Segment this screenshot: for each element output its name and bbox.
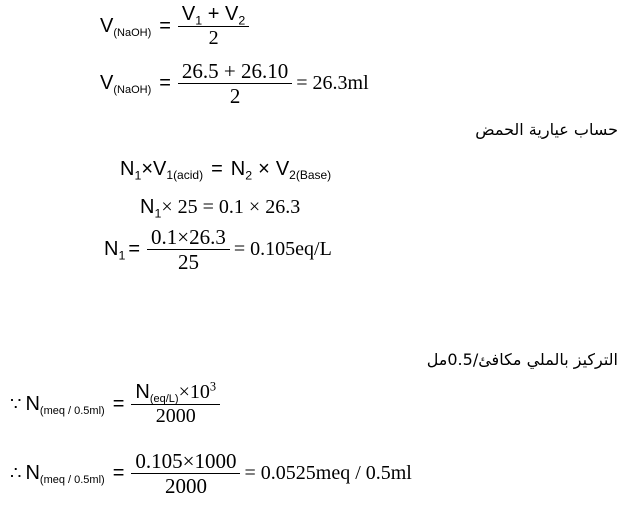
fraction-numerator: 0.1×26.3 [147, 226, 230, 250]
naoh-subscript: (NaOH) [113, 83, 152, 96]
n1-symbol: $N_1$ [140, 196, 162, 221]
equation-v-naoh-value [100, 60, 369, 107]
equals-sign: = [159, 15, 171, 37]
equation-n1-result [104, 226, 332, 273]
fraction-denominator: 25 [177, 250, 199, 275]
equation-dilution-law [120, 158, 331, 181]
fraction-denominator: 2000 [155, 405, 196, 427]
n1-symbol: $N_1$ [104, 238, 126, 263]
heading-meq-concentration: التركيز بالملي مكافئ/0.5مل [426, 350, 618, 369]
because-symbol: ∵ [10, 394, 22, 414]
v2-symbol: $V_{2(Base)}$ [275, 158, 332, 183]
result-normality: = 0.105eq/L [233, 238, 332, 261]
n2-symbol: $N_2$ [230, 158, 253, 183]
equation-substitution [140, 196, 300, 219]
n1-symbol: $N_1$ [120, 158, 142, 183]
result-meq: = 0.0525meq / 0.5ml [244, 462, 412, 485]
fraction-numerator: 0.105×1000 [131, 450, 240, 474]
equation-meq-formula [10, 379, 224, 427]
v1-symbol: $V_{1(acid)}$ [153, 158, 204, 183]
fraction-n1 [147, 226, 230, 273]
equals-sign: = [112, 393, 125, 415]
n-meq-symbol: $N_{(meq / 0.5ml)}$ [25, 462, 105, 486]
therefore-symbol: ∴ [10, 463, 22, 484]
fraction-denominator: 2 [208, 27, 219, 49]
equals-sign: = [211, 158, 223, 180]
result-volume: = 26.3ml [296, 72, 369, 95]
naoh-subscript: (NaOH) [113, 26, 152, 39]
fraction-v1-plus-v2-over-2 [178, 4, 249, 49]
fraction-sum-over-2 [178, 60, 292, 107]
substitution-values: × 25 = 0.1 × 26.3 [161, 196, 301, 218]
fraction-numerator: 26.5 + 26.10 [178, 60, 292, 84]
equation-meq-result [10, 450, 412, 497]
fraction-numerator: $V_1 + V_2$ [178, 4, 249, 27]
equals-sign: = [112, 462, 125, 485]
n-meq-symbol: $N_{(meq / 0.5ml)}$ [25, 393, 105, 417]
fraction-numerator: $N_{(eq/L)}\times 10^3$ [131, 382, 220, 405]
fraction-denominator: 2 [229, 84, 241, 109]
equals-sign: = [128, 238, 141, 261]
fraction-meq [131, 379, 220, 427]
v-naoh-symbol: $V_{(NaOH)}$ [100, 72, 152, 96]
fraction-meq-value [131, 450, 240, 497]
heading-acid-normality: حساب عيارية الحمض [475, 120, 618, 139]
equals-sign: = [159, 72, 171, 95]
v-naoh-symbol: $V_{(NaOH)}$ [100, 15, 152, 39]
fraction-denominator: 2000 [164, 474, 207, 499]
equation-v-naoh-formula [100, 4, 253, 49]
times-sign: × [141, 158, 154, 180]
times-sign: × [258, 158, 270, 180]
